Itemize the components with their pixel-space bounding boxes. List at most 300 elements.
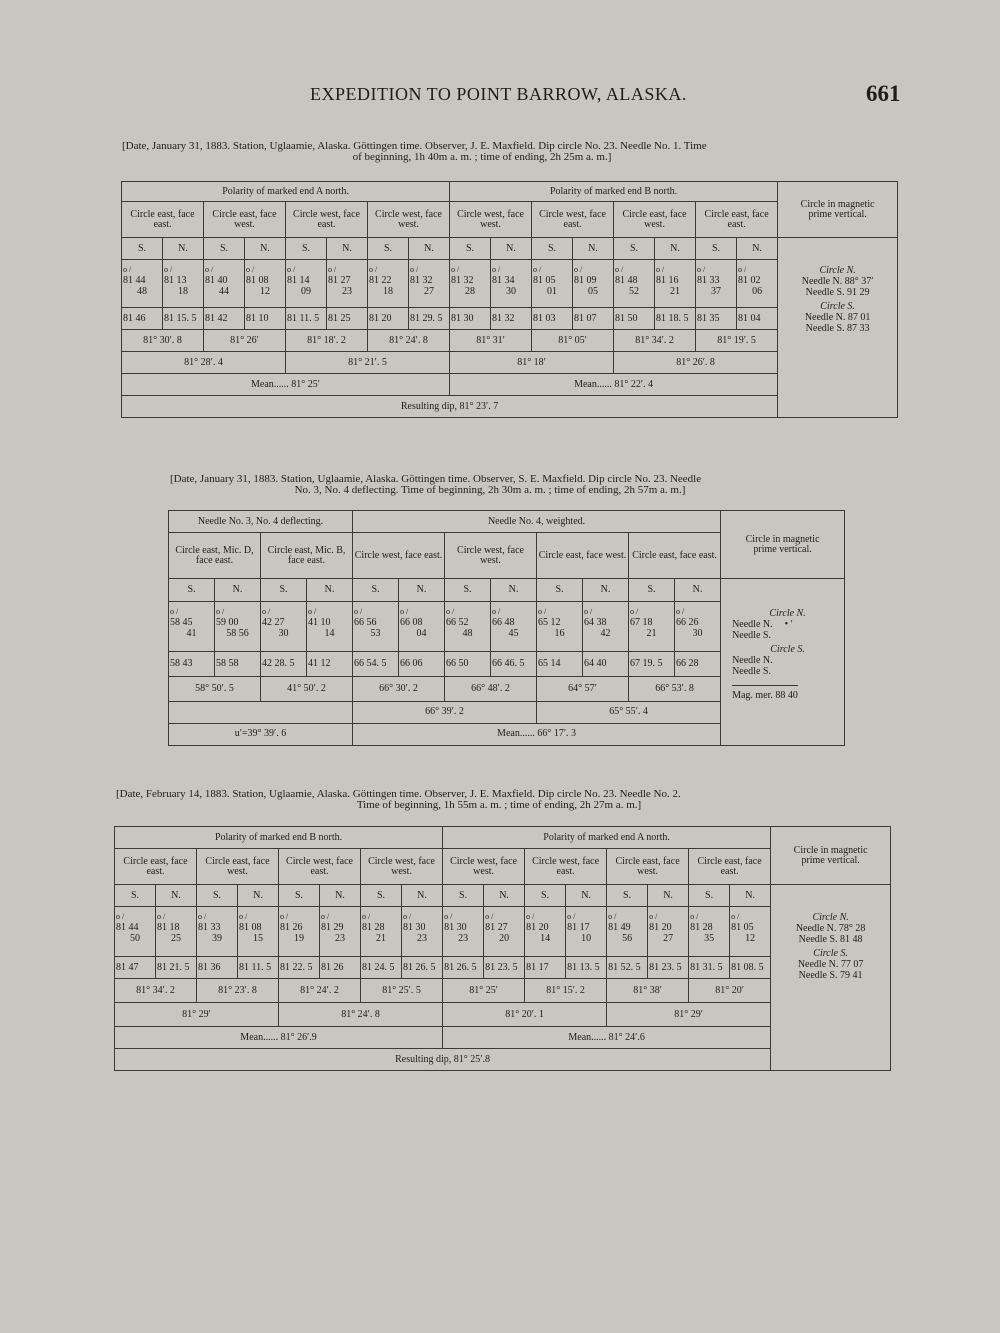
degree-minute-mark: o /: [676, 606, 685, 616]
sn-label: N.: [327, 238, 368, 260]
reading-cell: [689, 907, 730, 957]
reading-cell: [445, 601, 491, 651]
reading-cell: [443, 907, 484, 957]
sn-label: S.: [286, 238, 327, 260]
side-circle-n: Circle N.: [819, 265, 856, 276]
column-header: Circle west, face west.: [450, 202, 532, 238]
side-s1: Needle N. 77 07: [797, 959, 864, 970]
sn-label: N.: [491, 238, 532, 260]
mean-cell: 65° 55′. 4: [537, 701, 721, 723]
reading-cell: [327, 260, 368, 308]
reading-value: 81 44: [116, 922, 139, 933]
reading-value: 66 56: [354, 616, 377, 628]
side-values: [721, 579, 845, 702]
reading-cell: [197, 907, 238, 957]
reading-value: 18: [178, 286, 188, 297]
side-circle-n: Circle N.: [812, 912, 849, 923]
mean-cell: Mean...... 81° 22′. 4: [450, 374, 778, 396]
reading-value: 39: [212, 933, 222, 944]
reading-value: 18: [383, 286, 393, 297]
degree-minute-mark: o /: [731, 912, 740, 921]
reading-value: 23: [342, 286, 352, 297]
degree-minute-mark: o /: [615, 265, 624, 274]
reading-cell: [537, 601, 583, 651]
sn-label: S.: [525, 885, 566, 907]
reading-value: 42: [600, 627, 611, 639]
sn-label: S.: [279, 885, 320, 907]
mean-cell: 81 46: [122, 308, 163, 330]
reading-value: 41: [186, 627, 197, 639]
reading-value: 81 27: [328, 275, 351, 286]
reading-value: 81 34: [492, 275, 515, 286]
column-header: Circle west, face west.: [443, 849, 525, 885]
side-empty: [721, 701, 845, 723]
mean-cell: 81° 26′. 8: [614, 352, 778, 374]
reading-value: 81 16: [656, 275, 679, 286]
degree-minute-mark: o /: [697, 265, 706, 274]
group-header: Polarity of marked end B north.: [115, 827, 443, 849]
mean-cell: 81 36: [197, 957, 238, 979]
table3-caption: [116, 789, 902, 811]
reading-value: 58 45: [170, 616, 193, 628]
resulting-dip: Resulting dip, 81° 25′.8: [115, 1049, 771, 1071]
mean-cell: Mean...... 81° 26′.9: [115, 1027, 443, 1049]
reading-cell: [648, 907, 689, 957]
mean-cell: 81 42: [204, 308, 245, 330]
mean-cell: 81 04: [737, 308, 778, 330]
degree-minute-mark: o /: [492, 606, 501, 616]
mean-cell: 81° 05′: [532, 330, 614, 352]
reading-value: 06: [752, 286, 763, 297]
side-n1: Needle N.: [732, 619, 773, 630]
reading-cell: [629, 601, 675, 651]
degree-minute-mark: o /: [321, 912, 330, 921]
reading-cell: [607, 907, 648, 957]
reading-value: 81 02: [738, 275, 761, 286]
sn-label: S.: [353, 579, 399, 602]
degree-minute-mark: o /: [446, 606, 455, 616]
reading-cell: [163, 260, 204, 308]
reading-cell: [409, 260, 450, 308]
side-empty: [778, 352, 898, 374]
reading-value: 81 32: [410, 275, 433, 286]
mean-cell: 81 26. 5: [402, 957, 443, 979]
degree-minute-mark: o /: [280, 912, 289, 921]
reading-cell: [491, 601, 537, 651]
group-header: Needle No. 4, weighted.: [353, 511, 721, 533]
reading-value: 81 33: [697, 275, 720, 286]
side-n2: Needle S. 81 48: [798, 934, 863, 945]
mean-cell: 81 21. 5: [156, 957, 197, 979]
reading-cell: [450, 260, 491, 308]
column-header: Circle west, face west.: [445, 533, 537, 579]
group-header: Polarity of marked end B north.: [450, 182, 778, 202]
sn-label: N.: [566, 885, 607, 907]
reading-value: 66 48: [492, 616, 515, 628]
reading-value: 81 20: [526, 922, 549, 933]
degree-minute-mark: o /: [403, 912, 412, 921]
reading-value: 81 32: [451, 275, 474, 286]
degree-minute-mark: o /: [526, 912, 535, 921]
caption-line: Time of beginning, 1h 55m a. m. ; time of ending, 2h 27m a. m.]: [356, 799, 642, 811]
group-header: Polarity of marked end A north.: [443, 827, 771, 849]
degree-minute-mark: o /: [584, 606, 593, 616]
reading-cell: [399, 601, 445, 651]
side-n2: Needle S.: [732, 630, 771, 641]
reading-cell: [402, 907, 443, 957]
reading-cell: [286, 260, 327, 308]
reading-value: 67 18: [630, 616, 653, 628]
degree-minute-mark: o /: [116, 912, 125, 921]
reading-cell: [245, 260, 286, 308]
degree-minute-mark: o /: [262, 606, 271, 616]
mean-cell: 81° 24′. 8: [368, 330, 450, 352]
reading-value: 81 30: [444, 922, 467, 933]
sn-label: S.: [445, 579, 491, 602]
reading-value: 16: [554, 627, 565, 639]
mean-cell: 81 26: [320, 957, 361, 979]
mean-cell: 81° 25′: [443, 979, 525, 1003]
sn-label: S.: [368, 238, 409, 260]
reading-value: 48: [462, 627, 473, 639]
mean-cell: 81 17: [525, 957, 566, 979]
degree-minute-mark: o /: [738, 265, 747, 274]
mean-cell: 81 52. 5: [607, 957, 648, 979]
reading-value: 50: [130, 933, 140, 944]
sn-label: S.: [532, 238, 573, 260]
group-header: Needle No. 3, No. 4 deflecting.: [169, 511, 353, 533]
side-empty: [721, 723, 845, 745]
mean-cell: 81 30: [450, 308, 491, 330]
mean-cell: 81 08. 5: [730, 957, 771, 979]
reading-cell: [368, 260, 409, 308]
degree-minute-mark: o /: [485, 912, 494, 921]
reading-value: 52: [629, 286, 640, 297]
reading-value: 15: [253, 933, 263, 944]
sn-label: S.: [443, 885, 484, 907]
mean-cell: 67 19. 5: [629, 651, 675, 676]
sn-label: S.: [537, 579, 583, 602]
sn-label: S.: [450, 238, 491, 260]
mean-cell: 81° 26′: [204, 330, 286, 352]
mean-cell: 81° 23′. 8: [197, 979, 279, 1003]
mean-cell: 66° 48′. 2: [445, 676, 537, 701]
side-s1: Needle N.: [732, 655, 773, 666]
reading-cell: [532, 260, 573, 308]
column-header: Circle west, face east.: [532, 202, 614, 238]
reading-cell: [614, 260, 655, 308]
side-n1: Needle N. 78° 28: [795, 923, 866, 934]
sn-label: N.: [583, 579, 629, 602]
side-circle-s: Circle S.: [820, 301, 855, 312]
reading-value: 81 20: [649, 922, 672, 933]
mean-cell: 64 40: [583, 651, 629, 676]
column-header: Circle east, face east.: [115, 849, 197, 885]
reading-cell: [122, 260, 163, 308]
reading-cell: [115, 907, 156, 957]
sn-label: S.: [614, 238, 655, 260]
reading-value: 45: [508, 627, 519, 639]
sn-label: N.: [307, 579, 353, 602]
sn-label: S.: [115, 885, 156, 907]
mean-cell: 81° 20′. 1: [443, 1003, 607, 1027]
mean-cell: 81 10: [245, 308, 286, 330]
column-header: Circle west, face west.: [368, 202, 450, 238]
reading-cell: [353, 601, 399, 651]
deflection-result: u′=39° 39′. 6: [169, 723, 353, 745]
caption-line: of beginning, 1h 40m a. m. ; time of ending, 2h 25m a. m.]: [352, 151, 612, 163]
mean-cell: 81 11. 5: [238, 957, 279, 979]
reading-value: 81 33: [198, 922, 221, 933]
reading-value: 05: [588, 286, 599, 297]
reading-value: 81 44: [123, 275, 146, 286]
sn-label: N.: [402, 885, 443, 907]
reading-value: 30: [506, 286, 517, 297]
degree-minute-mark: o /: [164, 265, 173, 274]
mean-cell: 81 23. 5: [648, 957, 689, 979]
mean-cell: 65 14: [537, 651, 583, 676]
degree-minute-mark: o /: [574, 265, 583, 274]
degree-minute-mark: o /: [369, 265, 378, 274]
degree-minute-mark: o /: [492, 265, 501, 274]
mean-cell: 81° 29′: [115, 1003, 279, 1027]
reading-cell: [156, 907, 197, 957]
mean-cell: Mean...... 81° 25′: [122, 374, 450, 396]
caption-line: [Date, February 14, 1883. Station, Uglaamie, Alaska. Göttingen time. Observer, J. E. Maxfield. Dip circle No. 23. Needle No. 2.: [116, 788, 681, 800]
reading-value: 66 26: [676, 616, 699, 628]
reading-value: 20: [499, 933, 510, 944]
reading-value: 56: [622, 933, 633, 944]
reading-cell: [491, 260, 532, 308]
mean-cell: 66° 39′. 2: [353, 701, 537, 723]
reading-value: 81 09: [574, 275, 597, 286]
degree-minute-mark: o /: [308, 606, 317, 616]
reading-value: 21: [646, 627, 657, 639]
sn-label: S.: [629, 579, 675, 602]
column-header: Circle east, face east.: [629, 533, 721, 579]
mean-cell: 81 32: [491, 308, 532, 330]
degree-minute-mark: o /: [328, 265, 337, 274]
reading-value: 66 08: [400, 616, 423, 628]
sn-label: N.: [655, 238, 696, 260]
mean-cell: 81° 28′. 4: [122, 352, 286, 374]
reading-cell: [525, 907, 566, 957]
mean-cell: 81 29. 5: [409, 308, 450, 330]
mean-cell: 41 12: [307, 651, 353, 676]
mean-cell: 81° 25′. 5: [361, 979, 443, 1003]
mean-cell: 81 25: [327, 308, 368, 330]
degree-minute-mark: o /: [444, 912, 453, 921]
mean-cell: 81° 19′. 5: [696, 330, 778, 352]
side-values: [778, 238, 898, 352]
reading-value: 81 08: [246, 275, 269, 286]
degree-minute-mark: o /: [287, 265, 296, 274]
sn-label: S.: [204, 238, 245, 260]
degree-minute-mark: o /: [410, 265, 419, 274]
reading-value: 14: [540, 933, 551, 944]
reading-value: 21: [670, 286, 681, 297]
reading-value: 81 28: [362, 922, 385, 933]
sn-label: N.: [238, 885, 279, 907]
column-header: Circle west, face west.: [361, 849, 443, 885]
mean-cell: 81 20: [368, 308, 409, 330]
side-s2: Needle S.: [732, 666, 771, 677]
mean-cell: 81° 34′. 2: [115, 979, 197, 1003]
mean-cell: 81 23. 5: [484, 957, 525, 979]
sn-label: N.: [737, 238, 778, 260]
sn-label: S.: [689, 885, 730, 907]
degree-minute-mark: o /: [198, 912, 207, 921]
mean-cell: 81° 15′. 2: [525, 979, 607, 1003]
side-empty: [771, 1027, 891, 1049]
mean-cell: Mean...... 81° 24′.6: [443, 1027, 771, 1049]
mean-cell: 81° 31′: [450, 330, 532, 352]
sn-label: N.: [675, 579, 721, 602]
reading-value: 53: [370, 627, 381, 639]
side-s1: Needle N. 87 01: [804, 312, 871, 323]
degree-minute-mark: o /: [362, 912, 371, 921]
mean-cell: 81° 30′. 8: [122, 330, 204, 352]
column-header: Circle west, face east.: [525, 849, 607, 885]
side-empty: [778, 374, 898, 396]
reading-value: 81 27: [485, 922, 508, 933]
mean-cell: 81 07: [573, 308, 614, 330]
reading-cell: [307, 601, 353, 651]
reading-value: 12: [745, 933, 756, 944]
reading-value: 81 22: [369, 275, 392, 286]
sn-label: N.: [245, 238, 286, 260]
table3-dip-observations: [114, 826, 891, 1071]
reading-cell: [361, 907, 402, 957]
degree-minute-mark: o /: [216, 606, 225, 616]
degree-minute-mark: o /: [451, 265, 460, 274]
mean-cell: 81 24. 5: [361, 957, 402, 979]
sn-label: N.: [573, 238, 614, 260]
mean-cell: 81° 18′: [450, 352, 614, 374]
reading-value: 23: [458, 933, 469, 944]
mean-cell: 66° 30′. 2: [353, 676, 445, 701]
side-header: Circle in magnetic prime vertical.: [771, 827, 891, 885]
side-circle-s: Circle S.: [770, 644, 805, 655]
reading-value: 81 05: [731, 922, 754, 933]
reading-value: 81 30: [403, 922, 426, 933]
reading-cell: [238, 907, 279, 957]
sn-label: N.: [730, 885, 771, 907]
mean-cell: 81° 38′: [607, 979, 689, 1003]
column-header: Circle east, face east.: [122, 202, 204, 238]
reading-value: 27: [424, 286, 435, 297]
reading-value: 42 27: [262, 616, 285, 628]
mean-cell: 64° 57′: [537, 676, 629, 701]
column-header: Circle east, face west.: [537, 533, 629, 579]
weighted-mean: Mean...... 66° 17′. 3: [353, 723, 721, 745]
group-header: Polarity of marked end A north.: [122, 182, 450, 202]
caption-line: No. 3, No. 4 deflecting. Time of beginning, 2h 30m a. m. ; time of ending, 2h 57m a. m.]: [294, 484, 686, 496]
mean-cell: 81 11. 5: [286, 308, 327, 330]
reading-cell: [566, 907, 607, 957]
mean-cell: 81 47: [115, 957, 156, 979]
side-header: Circle in magnetic prime vertical.: [778, 182, 898, 238]
sn-label: S.: [169, 579, 215, 602]
mean-cell: 81° 34′. 2: [614, 330, 696, 352]
mean-cell: 81° 18′. 2: [286, 330, 368, 352]
degree-minute-mark: o /: [533, 265, 542, 274]
mean-cell: 81 13. 5: [566, 957, 607, 979]
reading-value: 25: [171, 933, 181, 944]
reading-value: 81 08: [239, 922, 262, 933]
reading-cell: [737, 260, 778, 308]
mean-cell: 81 03: [532, 308, 573, 330]
reading-value: 14: [324, 627, 335, 639]
reading-value: 81 17: [567, 922, 590, 933]
reading-value: 19: [294, 933, 304, 944]
reading-value: 12: [260, 286, 270, 297]
reading-cell: [279, 907, 320, 957]
mean-cell: 66 54. 5: [353, 651, 399, 676]
reading-value: 41 10: [308, 616, 331, 628]
reading-cell: [320, 907, 361, 957]
sn-label: N.: [156, 885, 197, 907]
mean-cell: 81° 24′. 2: [279, 979, 361, 1003]
sn-label: S.: [361, 885, 402, 907]
reading-value: 81 26: [280, 922, 303, 933]
side-row: [732, 619, 843, 630]
reading-cell: [675, 601, 721, 651]
reading-value: 27: [663, 933, 674, 944]
column-header: Circle east, face east.: [696, 202, 778, 238]
degree-minute-mark: o /: [170, 606, 179, 616]
mean-cell: 81 35: [696, 308, 737, 330]
side-mag-mer: Mag. mer. 88 40: [732, 685, 798, 701]
reading-cell: [583, 601, 629, 651]
mean-cell: 81° 21′. 5: [286, 352, 450, 374]
mean-cell: 66° 53′. 8: [629, 676, 721, 701]
reading-value: 37: [711, 286, 722, 297]
reading-cell: [655, 260, 696, 308]
sn-label: S.: [122, 238, 163, 260]
degree-minute-mark: o /: [567, 912, 576, 921]
side-header: Circle in magnetic prime vertical.: [721, 511, 845, 579]
sn-label: N.: [648, 885, 689, 907]
degree-minute-mark: o /: [538, 606, 547, 616]
reading-value: 01: [547, 286, 558, 297]
column-header: Circle east, face west.: [204, 202, 286, 238]
reading-value: 81 48: [615, 275, 638, 286]
mean-cell: 81 15. 5: [163, 308, 204, 330]
mean-cell: 42 28. 5: [261, 651, 307, 676]
column-header: Circle west, face east.: [353, 533, 445, 579]
reading-value: 64 38: [584, 616, 607, 628]
reading-value: 81 14: [287, 275, 310, 286]
degree-minute-mark: o /: [205, 265, 214, 274]
mean-cell: 66 06: [399, 651, 445, 676]
mean-cell: 81° 24′. 8: [279, 1003, 443, 1027]
reading-value: 81 18: [157, 922, 180, 933]
reading-cell: [696, 260, 737, 308]
mean-cell: 81 26. 5: [443, 957, 484, 979]
side-s2: Needle S. 79 41: [798, 970, 863, 981]
degree-minute-mark: o /: [690, 912, 699, 921]
page-title: EXPEDITION TO POINT BARROW, ALASKA.: [310, 84, 687, 104]
side-n1: Needle N. 88° 37′: [801, 276, 874, 287]
reading-value: 09: [301, 286, 311, 297]
side-values: [771, 885, 891, 1003]
sn-label: N.: [399, 579, 445, 602]
degree-minute-mark: o /: [246, 265, 255, 274]
mean-cell: 66 50: [445, 651, 491, 676]
column-header: Circle west, face east.: [286, 202, 368, 238]
mean-cell: 66 46. 5: [491, 651, 537, 676]
